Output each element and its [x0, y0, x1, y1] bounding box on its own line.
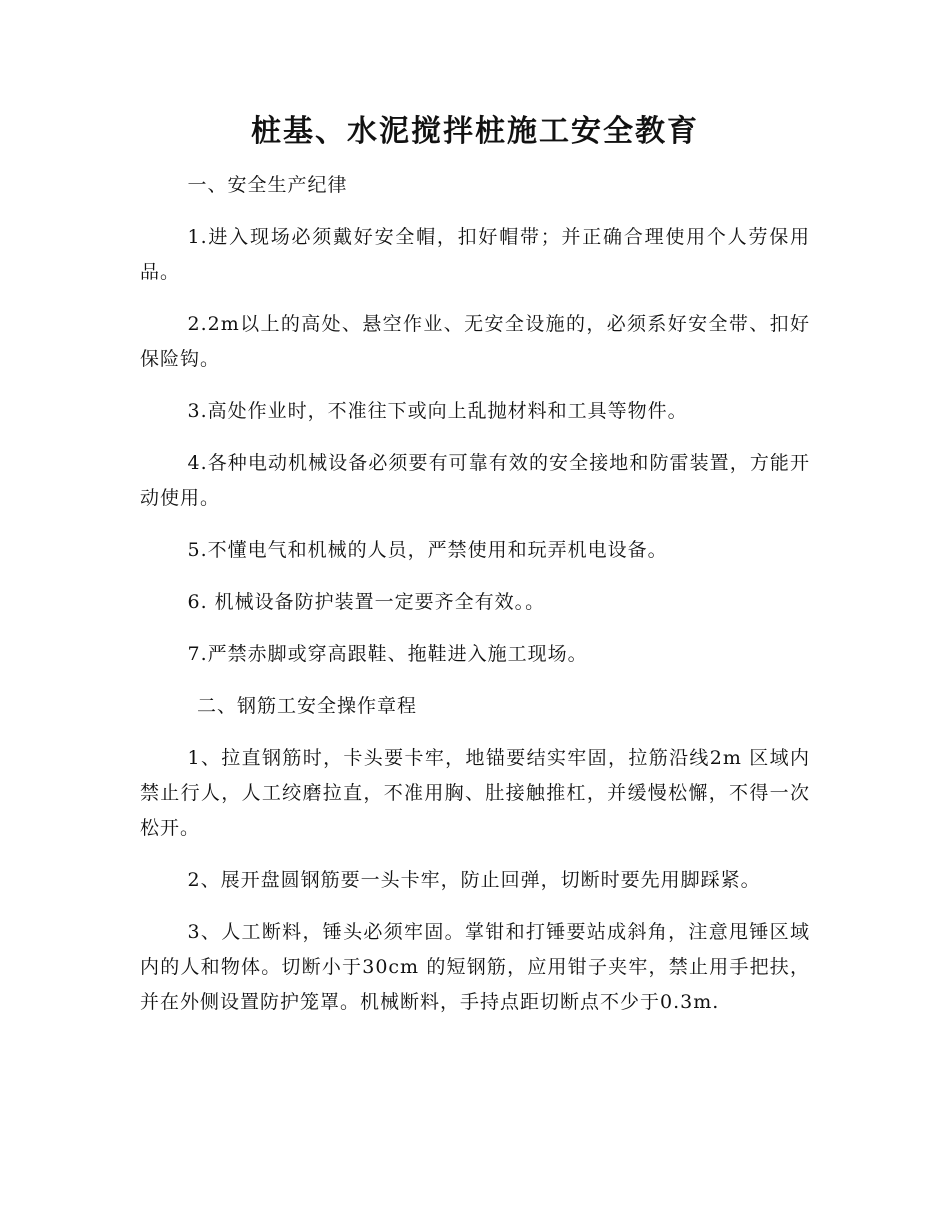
paragraph-rule-7: 7.严禁赤脚或穿高跟鞋、拖鞋进入施工现场。 [187, 643, 588, 665]
document-body [140, 168, 810, 1037]
document-title: 桩基、水泥搅拌桩施工安全教育 [251, 114, 699, 149]
paragraph-rule-5: 5.不懂电气和机械的人员，严禁使用和玩弄机电设备。 [187, 539, 668, 561]
paragraph-rule-1: 1.进入现场必须戴好安全帽，扣好帽带；并正确合理使用个人劳保用品。 [140, 226, 810, 283]
paragraph-rule-3: 3.高处作业时，不准往下或向上乱抛材料和工具等物件。 [187, 400, 688, 422]
paragraph-rebar-2: 2、展开盘圆钢筋要一头卡牢，防止回弹，切断时要先用脚踩紧。 [187, 869, 761, 891]
paragraph-rebar-3: 3、人工断料，锤头必须牢固。掌钳和打锤要站成斜角，注意甩锤区域内的人和物体。切断小于30cm 的短钢筋，应用钳子夹牢，禁止用手把扶，并在外侧设置防护笼罩。机械断料，手持点距切断点不少于0.3m. [140, 921, 810, 1013]
section-heading-discipline: 一、安全生产纪律 [187, 174, 348, 196]
paragraph-rule-2: 2.2m以上的高处、悬空作业、无安全设施的，必须系好安全带、扣好保险钩。 [140, 313, 810, 370]
section-heading-rebar: 二、钢筋工安全操作章程 [197, 695, 418, 717]
paragraph-rebar-1: 1、拉直钢筋时，卡头要卡牢，地锚要结实牢固，拉筋沿线2m 区域内禁止行人，人工绞磨拉直，不准用胸、肚接触推杠，并缓慢松懈，不得一次松开。 [140, 747, 810, 839]
paragraph-rule-6: 6. 机械设备防护装置一定要齐全有效。。 [187, 591, 546, 613]
paragraph-rule-4: 4.各种电动机械设备必须要有可靠有效的安全接地和防雷装置，方能开动使用。 [140, 452, 810, 509]
